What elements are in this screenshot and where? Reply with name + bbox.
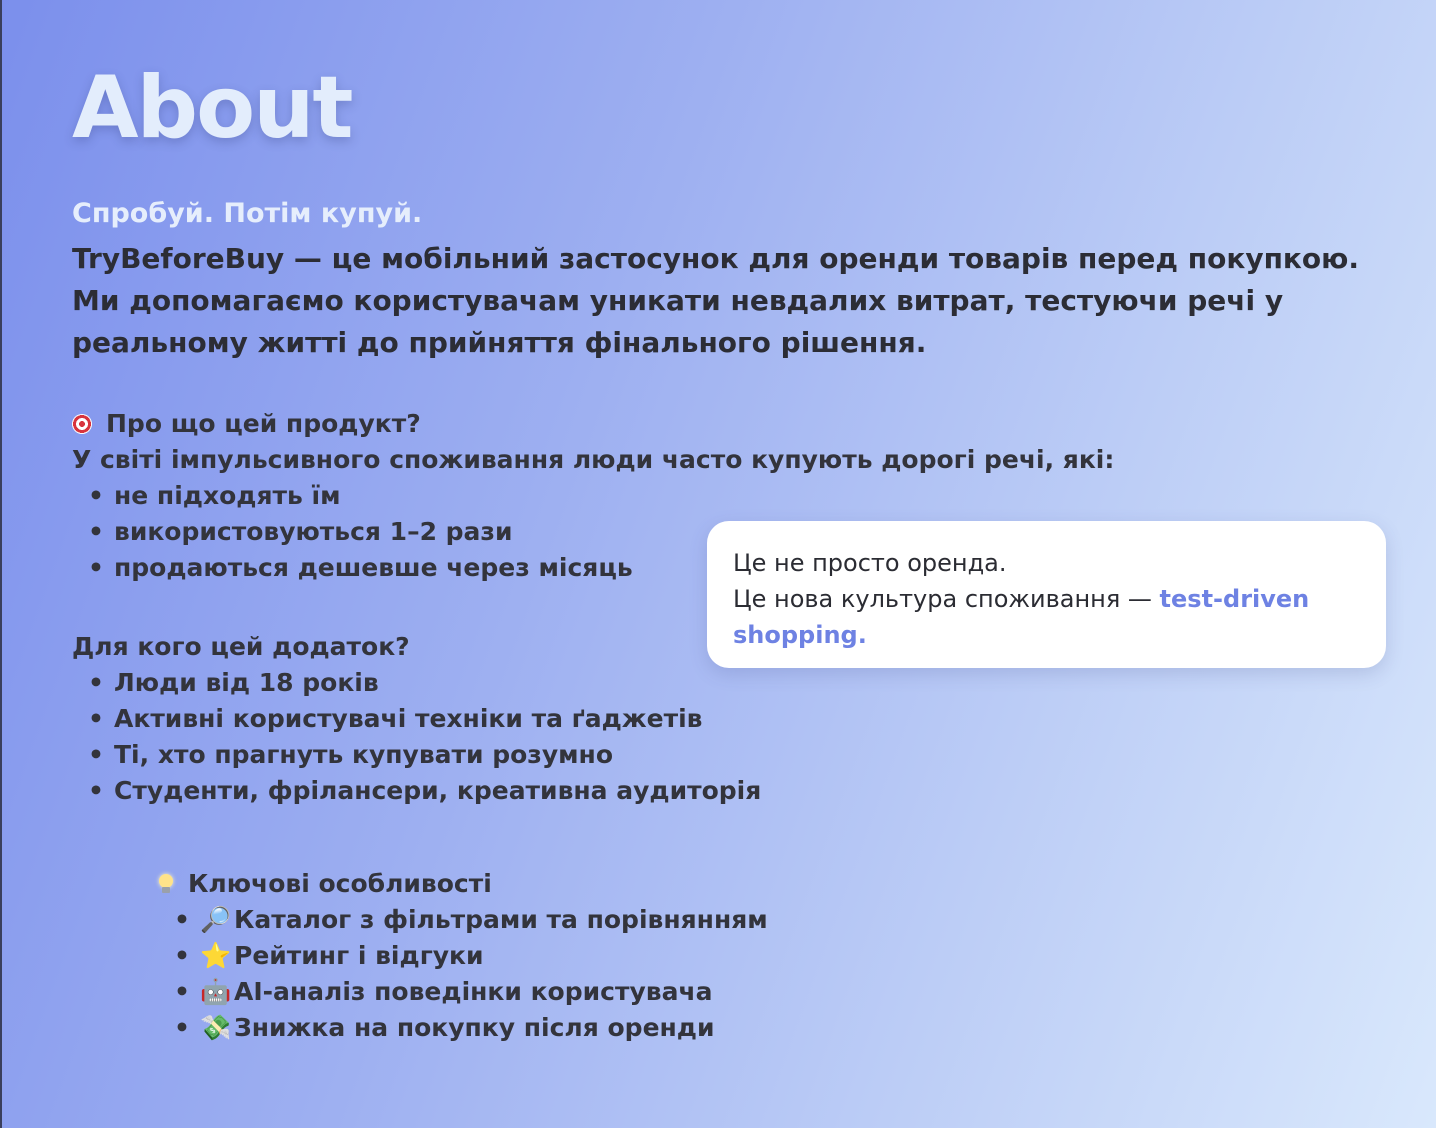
features-section	[158, 866, 768, 1046]
target-icon	[72, 414, 92, 434]
features-heading: Ключові особливості	[188, 869, 492, 898]
features-list	[158, 902, 768, 1046]
feature-item	[158, 902, 768, 938]
list-item: • Студенти, фрілансери, креативна аудиторія	[72, 773, 761, 809]
product-heading-row	[72, 406, 1114, 442]
audience-list	[72, 665, 761, 809]
features-heading-row	[158, 866, 768, 902]
list-item: • Активні користувачі техніки та ґаджетів	[72, 701, 761, 737]
list-item: • використовуються 1–2 рази	[72, 514, 1114, 550]
robot-icon: 🤖	[200, 977, 232, 1006]
list-item: • Люди від 18 років	[72, 665, 761, 701]
list-item: • Ті, хто прагнуть купувати розумно	[72, 737, 761, 773]
money-wings-icon: 💸	[200, 1013, 232, 1042]
intro-paragraph: TryBeforeBuy — це мобільний застосунок для оренди товарів перед покупкою. Ми допомагаємо користувачам уникати невдалих витрат, тестуючи речі у реальному житті до прийняття фінального рішення.	[72, 242, 1360, 359]
callout-line-1: Це не просто оренда.	[733, 549, 1007, 577]
feature-item	[158, 1010, 768, 1046]
left-edge-line	[0, 0, 2, 1128]
callout-line-2: Це нова культура споживання —	[733, 585, 1160, 613]
page-title: About	[72, 58, 352, 158]
list-item: • не підходять їм	[72, 478, 1114, 514]
list-item: • продаються дешевше через місяць	[72, 550, 1114, 586]
audience-section	[72, 629, 761, 809]
product-heading: Про що цей продукт?	[106, 409, 421, 438]
feature-text: Каталог з фільтрами та порівнянням	[234, 905, 768, 934]
feature-text: AI-аналіз поведінки користувача	[234, 977, 713, 1006]
callout-highlight: test-driven shopping.	[733, 585, 1310, 649]
star-icon: ⭐	[200, 941, 232, 970]
feature-text: Рейтинг і відгуки	[234, 941, 484, 970]
feature-item	[158, 938, 768, 974]
magnifier-icon: 🔎	[200, 905, 232, 934]
lightbulb-icon	[158, 874, 174, 894]
feature-item	[158, 974, 768, 1010]
product-lead: У світі імпульсивного споживання люди часто купують дорогі речі, які:	[72, 445, 1115, 474]
feature-text: Знижка на покупку після оренди	[234, 1013, 715, 1042]
tagline: Спробуй. Потім купуй.	[72, 198, 423, 229]
audience-heading: Для кого цей додаток?	[72, 632, 410, 661]
callout-card	[707, 521, 1386, 668]
